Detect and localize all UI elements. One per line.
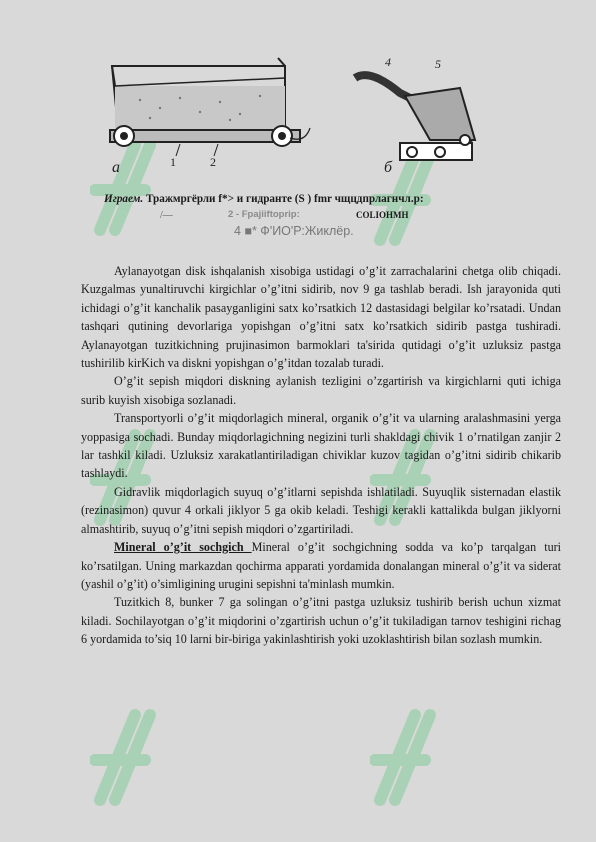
paragraph: Gidravlik miqdorlagich suyuq o’g’itlarni sepishda ishlatiladi. Suyuqlik sisternadan elastik (rezinasimon) quvur 4 orkali jiklyor 5 ga okib keladi. Teshigi kerakli kattalikda bulgan jiklyorni almashtirib, suyuq o’g’itni sepish miqdori o’zgartiriladi. bbox=[81, 484, 561, 536]
figure-number-2: 2 bbox=[210, 155, 216, 169]
figure-label-b: б bbox=[384, 159, 393, 176]
body-text bbox=[81, 262, 561, 649]
legend-d: 4 ■* Ф'ИО'Р:Жиклёр. bbox=[234, 224, 354, 238]
caption-rest: Тражмргёрли f*> и гидранте (S ) fmr чщцдпрлагнчл.р: bbox=[143, 193, 424, 205]
paragraph: O’g’it sepish miqdori diskning aylanish tezligini o’zgartirish va kirgichlarni quti ichiga surib kuyish xisobiga sozlanadi. bbox=[81, 374, 561, 407]
figure-label-a: а bbox=[112, 159, 120, 176]
watermark-logo-icon bbox=[370, 700, 440, 810]
paragraph: Transportyorli o’g’it miqdorlagich mineral, organik o’g’it va ularning aralashmasini yerga yoppasiga sochadi. Bunday miqdorlagichning negizini turli shakldagi chivik 1 o’rnatilgan zanjir 2 lar tashkil kiladi. Uzluksiz xarakatlantiriladigan chiviklar kuzov tagidan o’g’itni sidirib chikarib tashlaydi. bbox=[81, 411, 561, 481]
caption-italic: Играем. bbox=[104, 193, 144, 205]
section-heading: Mineral o’g’it sochgich bbox=[114, 540, 252, 555]
paragraph: Aylanayotgan disk ishqalanish xisobiga ustidagi o’g’it zarrachalarini chetga olib chiqadi. Kuzgalmas yunaltiruvchi kirgichlar o’g’itni sidirib, nov 9 ga tashlab beradi. Ish jarayonida quti ichidagi o’g’it kanchalik pasayganligini satx ko’rsatkich 12 dastasidagi belgilar ko’rsatadi. Undan tashqari qutining devorlariga yopishgan o’g’itni satx ko’rsatkich sidirib pastga tushiradi. Aylanayotgan tuzitkichning prujinasimon barmoklari ta'sirida qutidagi o’g’it uzluksiz pastga tushirilib kirKich va diskni yopishgan o’g’itdan tozalab turadi. bbox=[81, 264, 561, 371]
figure-number-1: 1 bbox=[170, 155, 176, 169]
paragraph: Tuzitkich 8, bunker 7 ga solingan o’g’itni pastga uzluksiz tushirib berish uchun xizmat kiladi. Sochilayotgan o’g’it miqdorini o’zgartirish uchun o’g’it tukiladigan tarnov teshigini richag 6 yordamida to’siq 10 larni bir-biriga yakinlashtirish yoki uzoklashtirish bilan sozlash mumkin. bbox=[81, 595, 561, 647]
nozzle-drawing bbox=[355, 75, 475, 160]
transporter-drawing bbox=[110, 58, 310, 146]
watermark-logo-icon bbox=[90, 700, 160, 810]
legend-c: COLIOHMH bbox=[356, 210, 409, 220]
figure-caption bbox=[104, 192, 524, 206]
paragraph: Mineral o’g’it sochgich Mineral o’g’it sochgichning sodda va ko’p tarqalgan turi ko’rsatilgan. Uning markazdan qochirma apparati yordamida donalangan mineral o’g’it va siderat (yashil o’g’it) o’simligining urugini sepishni ta'minlash mumkin. bbox=[81, 540, 561, 591]
figure-number-4: 4 bbox=[385, 55, 391, 69]
legend-b: 2 - Fpajiiftoprip: bbox=[228, 209, 300, 220]
fertilizer-distributor-figure bbox=[100, 48, 530, 188]
legend-a: /— bbox=[160, 210, 173, 221]
figure-number-5: 5 bbox=[435, 57, 441, 71]
